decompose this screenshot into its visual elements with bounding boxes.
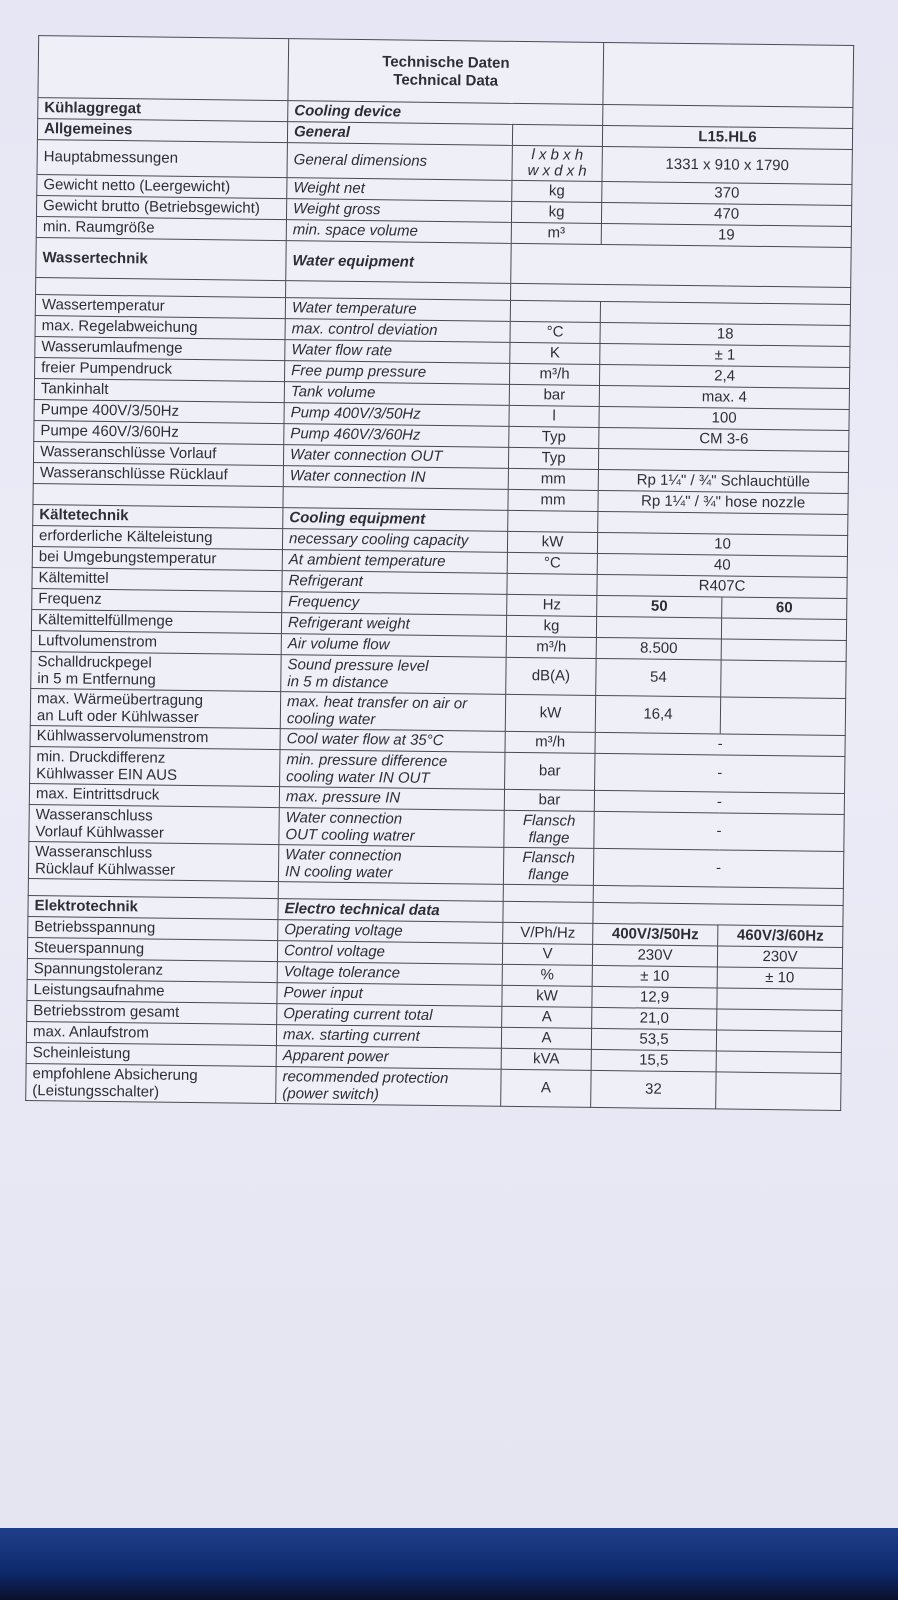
row-label-en: min. space volume	[286, 220, 511, 244]
device-de: Kühlaggregat	[38, 98, 288, 122]
row-value: 470	[601, 202, 851, 226]
row-label-de: Kühlwasservolumenstrom	[30, 726, 280, 750]
row-label-en: max. heat transfer on air or cooling water	[280, 692, 505, 732]
row-unit: kW	[505, 694, 595, 732]
row-label-en: Water temperature	[285, 298, 510, 322]
row-value: CM 3-6	[599, 427, 849, 451]
row-label-de: Wasseranschluss Rücklauf Kühlwasser	[28, 842, 278, 882]
row-value: 40	[597, 553, 847, 577]
row-label-en: Pump 460V/3/60Hz	[284, 424, 509, 448]
row-label-en: Water flow rate	[285, 340, 510, 364]
row-value-50hz: 53,5	[591, 1028, 716, 1051]
row-value-60hz	[716, 1030, 841, 1053]
row-value-60hz	[717, 988, 842, 1011]
row-label-en: max. starting current	[276, 1025, 501, 1049]
row-label-de: Betriebsspannung	[28, 917, 278, 941]
row-value-60hz: 60	[722, 597, 847, 620]
water-title-de: Wassertechnik	[36, 238, 286, 281]
row-label-en: Apparent power	[276, 1046, 501, 1070]
row-label-en: Free pump pressure	[285, 361, 510, 385]
row-label-de: min. Druckdifferenz Kühlwasser EIN AUS	[30, 747, 280, 787]
row-unit: mm	[508, 468, 598, 490]
row-label-en: Frequency	[282, 592, 507, 616]
row-unit: Flansch flange	[504, 810, 594, 848]
page-title	[288, 39, 604, 105]
row-label-en: Operating voltage	[278, 920, 503, 944]
row-label-de: empfohlene Absicherung (Leistungsschalter)	[26, 1064, 276, 1104]
electro-title-en: Electro technical data	[278, 899, 503, 923]
row-value: -	[594, 790, 844, 814]
row-label-en: Water connection OUT	[283, 445, 508, 469]
electro-title-de: Elektrotechnik	[28, 896, 278, 920]
row-value: 1331 x 910 x 1790	[602, 146, 852, 184]
row-unit: kg	[512, 180, 602, 202]
row-label-de: Kältemittelfüllmenge	[31, 610, 281, 634]
row-unit: bar	[509, 384, 599, 406]
row-label-de: max. Eintrittsdruck	[29, 784, 279, 808]
row-unit: Flansch flange	[503, 847, 593, 885]
row-label-en: Water connection IN	[283, 466, 508, 490]
row-unit: %	[502, 964, 592, 986]
row-value-50hz: 15,5	[591, 1049, 716, 1072]
row-label-en: Refrigerant	[282, 571, 507, 595]
general-title-de: Allgemeines	[37, 119, 287, 143]
row-unit: l x b x h w x d x h	[512, 145, 602, 181]
row-value-60hz	[721, 639, 846, 662]
row-label-de: max. Wärmeübertragung an Luft oder Kühlwasser	[30, 689, 280, 729]
row-label-en: Power input	[277, 983, 502, 1007]
row-label-en: Operating current total	[277, 1004, 502, 1028]
row-value: -	[593, 848, 843, 888]
row-value-60hz	[720, 697, 845, 736]
row-unit: kVA	[501, 1048, 591, 1070]
row-label-de: Spannungstoleranz	[27, 959, 277, 983]
row-unit: m³	[511, 222, 601, 244]
row-unit	[507, 573, 597, 595]
row-label-en	[283, 487, 508, 511]
row-label-en: Control voltage	[277, 941, 502, 965]
row-label-de: Steuerspannung	[27, 938, 277, 962]
row-unit: kg	[511, 201, 601, 223]
row-value: Rp 1¼" / ¾" Schlauchtülle	[598, 469, 848, 493]
device-blank	[603, 104, 853, 128]
row-unit	[510, 300, 600, 322]
row-label-en: Cool water flow at 35°C	[280, 729, 505, 753]
row-label-en: max. control deviation	[285, 319, 510, 343]
row-label-de: Betriebsstrom gesamt	[27, 1001, 277, 1025]
row-unit: °C	[507, 552, 597, 574]
row-value: 19	[601, 223, 851, 247]
cooling-title-de: Kältetechnik	[33, 505, 283, 529]
row-label-de: Gewicht brutto (Betriebsgewicht)	[36, 196, 286, 220]
row-label-en: Sound pressure level in 5 m distance	[281, 655, 506, 695]
row-value-60hz: 230V	[717, 946, 842, 969]
row-value: max. 4	[599, 385, 849, 409]
row-label-de: Wasseranschluss Vorlauf Kühlwasser	[29, 805, 279, 845]
row-label-de: max. Regelabweichung	[35, 316, 285, 340]
technical-data-table	[25, 35, 854, 1111]
row-unit: Typ	[509, 426, 599, 448]
row-label-de: Scheinleistung	[26, 1043, 276, 1067]
spec-sheet	[22, 35, 853, 1385]
title-blank-cell	[38, 36, 289, 101]
row-unit: l	[509, 405, 599, 427]
row-unit: bar	[505, 752, 595, 790]
row-value-60hz	[716, 1051, 841, 1074]
row-label-en: General dimensions	[287, 143, 512, 181]
row-value-60hz	[716, 1072, 841, 1111]
row-value-60hz	[717, 1009, 842, 1032]
row-label-en: necessary cooling capacity	[282, 529, 507, 553]
row-unit: V	[502, 943, 592, 965]
row-unit: K	[510, 342, 600, 364]
row-label-de: Frequenz	[32, 589, 282, 613]
row-label-en: Voltage tolerance	[277, 962, 502, 986]
row-label-de: Gewicht netto (Leergewicht)	[37, 175, 287, 199]
row-value-60hz: ± 10	[717, 967, 842, 990]
row-value-50hz: 8.500	[596, 637, 721, 660]
row-value-50hz: 400V/3/50Hz	[593, 923, 718, 946]
row-unit: kW	[502, 985, 592, 1007]
row-label-de: min. Raumgröße	[36, 217, 286, 241]
title-row	[38, 36, 854, 108]
row-label-de: Luftvolumenstrom	[31, 631, 281, 655]
cooling-unit-blank	[508, 510, 598, 532]
row-value	[600, 301, 850, 325]
row-value: -	[595, 753, 845, 793]
row-value: ± 1	[600, 343, 850, 367]
row-unit: A	[501, 1069, 591, 1107]
row-label-de: max. Anlaufstrom	[26, 1022, 276, 1046]
row-unit: Hz	[507, 594, 597, 616]
row-label-en: At ambient temperature	[282, 550, 507, 574]
row-value-60hz: 460V/3/60Hz	[718, 925, 843, 948]
row-label-de: Leistungsaufnahme	[27, 980, 277, 1004]
row-label-en: min. pressure difference cooling water IN OUT	[280, 750, 505, 790]
row-unit: kg	[506, 615, 596, 637]
water-title-en: Water equipment	[286, 241, 511, 284]
row-label-de: Pumpe 400V/3/50Hz	[34, 400, 284, 424]
model-name: L15.HL6	[602, 125, 852, 149]
row-label-en: Water connection IN cooling water	[278, 845, 503, 885]
row-label-de: Hauptabmessungen	[37, 140, 287, 178]
background-edge	[0, 1528, 898, 1600]
row-value-50hz: ± 10	[592, 965, 717, 988]
row-value-50hz: 230V	[592, 944, 717, 967]
row-value: R407C	[597, 574, 847, 598]
row-label-de: Pumpe 460V/3/60Hz	[34, 421, 284, 445]
row-value: 100	[599, 406, 849, 430]
row-label-en: Weight gross	[286, 199, 511, 223]
row-unit: m³/h	[506, 636, 596, 658]
row-value: 2,4	[599, 364, 849, 388]
row-unit: kW	[507, 531, 597, 553]
row-value: 370	[602, 181, 852, 205]
row-label-de: Tankinhalt	[34, 379, 284, 403]
row-value-50hz: 12,9	[592, 986, 717, 1009]
title-de: Technische Daten	[382, 52, 510, 72]
row-label-de: Kältemittel	[32, 568, 282, 592]
row-unit: Typ	[508, 447, 598, 469]
row-value: Rp 1¼" / ¾" hose nozzle	[598, 490, 848, 514]
row-unit: dB(A)	[506, 657, 596, 695]
row-unit: °C	[510, 321, 600, 343]
row-value: -	[594, 811, 844, 851]
row-value	[598, 448, 848, 472]
title-blank-cell-right	[603, 42, 854, 107]
row-unit: V/Ph/Hz	[503, 922, 593, 944]
electro-value-blank	[593, 902, 843, 926]
row-label-en: Pump 400V/3/50Hz	[284, 403, 509, 427]
row-label-en: max. pressure IN	[279, 787, 504, 811]
row-label-en: Tank volume	[284, 382, 509, 406]
cooling-value-blank	[598, 511, 848, 535]
row-value-60hz	[721, 660, 846, 699]
row-label-en: Refrigerant weight	[281, 613, 506, 637]
row-label-de: Wassertemperatur	[35, 295, 285, 319]
row-label-en: Weight net	[287, 178, 512, 202]
row-value-60hz	[721, 618, 846, 641]
row-label-en: Air volume flow	[281, 634, 506, 658]
row-label-de: erforderliche Kälteleistung	[32, 526, 282, 550]
row-label-en: recommended protection (power switch)	[276, 1067, 501, 1107]
row-value-50hz: 21,0	[592, 1007, 717, 1030]
electro-unit-blank	[503, 901, 593, 923]
row-label-de: Wasseranschlüsse Vorlauf	[33, 442, 283, 466]
row-unit: A	[502, 1006, 592, 1028]
row-unit: m³/h	[505, 731, 595, 753]
row-unit: m³/h	[509, 363, 599, 385]
row-value: 18	[600, 322, 850, 346]
row-label-de: Wasseranschlüsse Rücklauf	[33, 463, 283, 487]
row-unit: bar	[504, 789, 594, 811]
device-en: Cooling device	[288, 101, 603, 126]
general-unit-blank	[512, 124, 602, 146]
row-value-50hz: 32	[591, 1070, 716, 1109]
water-header-blank	[511, 243, 851, 287]
general-title-en: General	[287, 122, 512, 146]
title-en: Technical Data	[393, 70, 499, 90]
row-unit: A	[501, 1027, 591, 1049]
row-unit: mm	[508, 489, 598, 511]
row-value-50hz: 54	[596, 658, 721, 697]
row-value: -	[595, 732, 845, 756]
row-value: 10	[597, 532, 847, 556]
row-label-de: freier Pumpendruck	[35, 358, 285, 382]
row-label-en: Water connection OUT cooling watrer	[279, 808, 504, 848]
cooling-title-en: Cooling equipment	[283, 508, 508, 532]
row-label-de	[33, 484, 283, 508]
row-label-de: bei Umgebungstemperatur	[32, 547, 282, 571]
row-value-50hz	[596, 616, 721, 639]
row-label-de: Schalldruckpegel in 5 m Entfernung	[31, 652, 281, 692]
row-value-50hz: 16,4	[595, 695, 720, 734]
row-label-de: Wasserumlaufmenge	[35, 337, 285, 361]
row-value-50hz: 50	[597, 595, 722, 618]
